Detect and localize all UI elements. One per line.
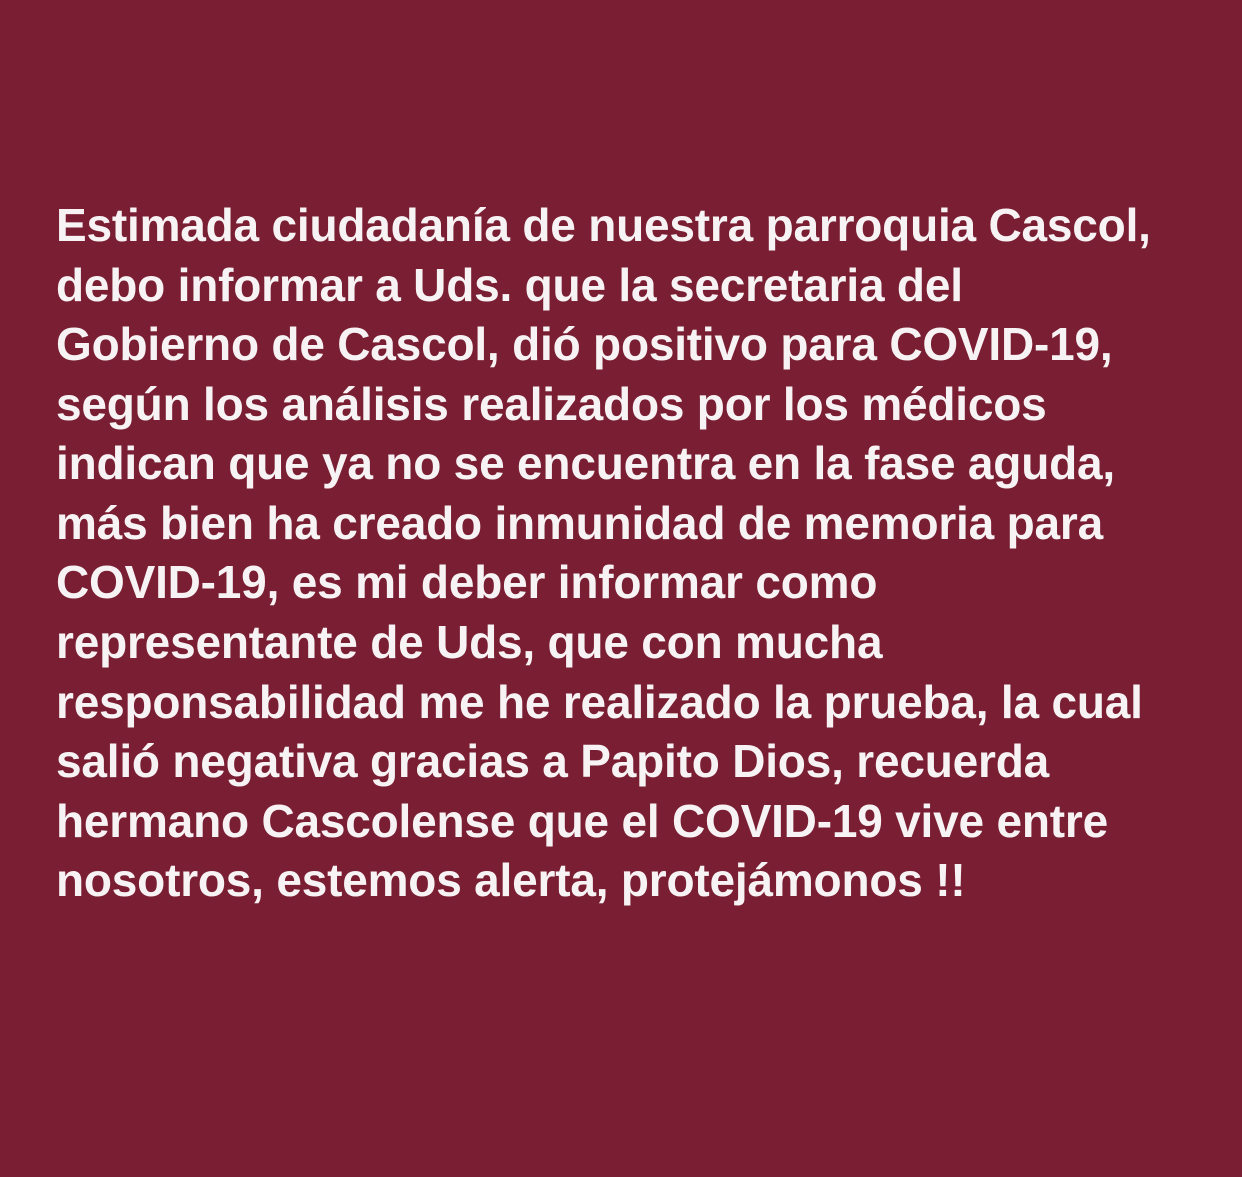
statement-text: Estimada ciudadanía de nuestra parroquia Cascol, debo informar a Uds. que la secretaria del Gobierno de Cascol, dió positivo para COVID-19, según los análisis realizados por los médicos indican que ya no se encuentra en la fase aguda, más bien ha creado inmunidad de memoria para COVID-19, es mi deber informar como representante de Uds, que con mucha responsabilidad me he realizado la prueba, la cual salió negativa gracias a Papito Dios, recuerda hermano Cascolense que el COVID-19 vive entre nosotros, estemos alerta, protejámonos !! [56,199,1164,907]
